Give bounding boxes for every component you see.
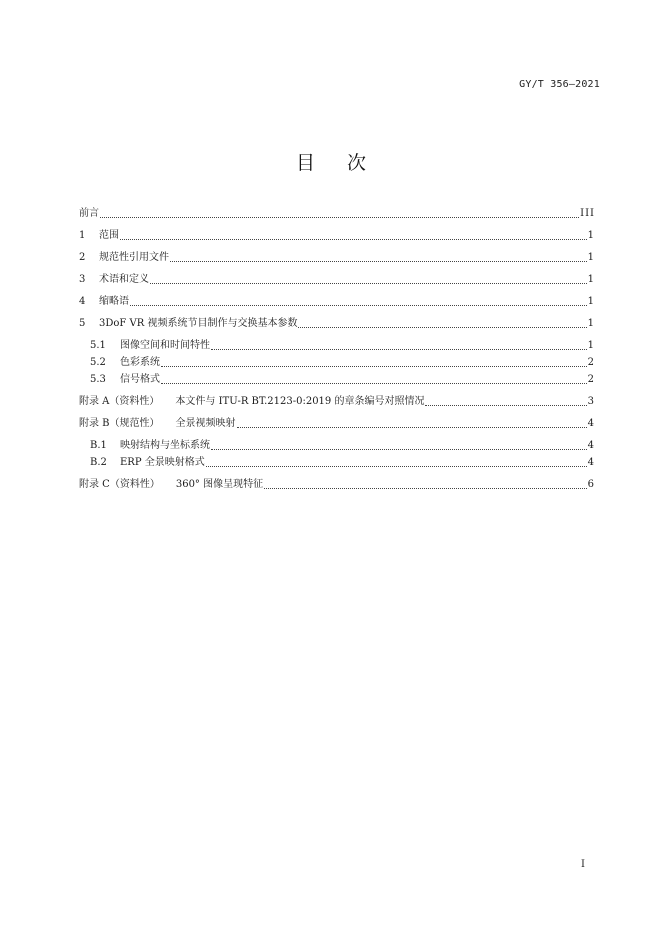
standard-code: GY/T 356—2021 (519, 79, 600, 90)
toc-entry-number: 附录 A（资料性） (79, 396, 160, 407)
toc-entry-label: B.2 ERP 全景映射格式 (90, 457, 205, 468)
toc-entry-b-2[interactable] (90, 454, 595, 470)
toc-entry-label: 附录 A（资料性） 本文件与 ITU-R BT.2123-0:2019 的章条编号对照情况 (79, 396, 425, 407)
toc-entry-label: 附录 C（资料性） 360° 图像呈现特征 (79, 479, 264, 490)
toc-entry-page: 1 (587, 296, 595, 307)
toc-entry-number: 附录 B（规范性） (79, 418, 160, 429)
toc-entry-number: 3 (79, 274, 86, 285)
toc-entry-5-3[interactable] (90, 371, 595, 387)
toc-entry-number: 5.2 (90, 357, 106, 368)
toc-entry-page: 2 (587, 374, 595, 385)
toc-entry-appendix-a[interactable] (79, 393, 595, 409)
toc-entry-label: 5.3 信号格式 (90, 374, 160, 385)
toc-entry-page: III (580, 208, 595, 219)
page-number: I (581, 859, 585, 870)
dot-leader (161, 382, 587, 384)
toc-entry-page: 4 (587, 440, 595, 451)
toc-entry-number: 4 (79, 296, 86, 307)
toc-entry-foreword[interactable] (79, 205, 595, 221)
toc-entry-page: 1 (587, 274, 595, 285)
toc-entry-label: 4 缩略语 (79, 296, 129, 307)
dot-leader (120, 238, 587, 240)
toc-entry-number: 1 (79, 230, 86, 241)
toc-entry-page: 3 (587, 396, 595, 407)
toc-entry-5[interactable] (79, 315, 595, 331)
toc-entry-1[interactable] (79, 227, 595, 243)
toc-entry-label: 2 规范性引用文件 (79, 252, 169, 263)
toc-entry-page: 1 (587, 318, 595, 329)
toc-entry-page: 1 (587, 230, 595, 241)
toc-entry-page: 4 (587, 457, 595, 468)
toc-entry-5-1[interactable] (90, 337, 595, 353)
dot-leader (211, 448, 587, 450)
toc-entry-page: 6 (587, 479, 595, 490)
toc-entry-appendix-c[interactable] (79, 476, 595, 492)
toc-entry-number: 附录 C（资料性） (79, 479, 160, 490)
toc-entry-number: 5.3 (90, 374, 106, 385)
dot-leader (161, 365, 587, 367)
toc-entry-page: 1 (587, 252, 595, 263)
dot-leader (237, 426, 587, 428)
toc-entry-label: 5.2 色彩系统 (90, 357, 160, 368)
toc-entry-2[interactable] (79, 249, 595, 265)
toc-entry-number: 5 (79, 318, 86, 329)
toc-entry-label: 3 术语和定义 (79, 274, 149, 285)
dot-leader (100, 216, 579, 218)
toc-entry-number: B.1 (90, 440, 107, 451)
toc-entry-label: 前言 (79, 208, 99, 219)
dot-leader (130, 304, 587, 306)
toc-entry-b-1[interactable] (90, 437, 595, 453)
toc-entry-label: 附录 B（规范性） 全景视频映射 (79, 418, 236, 429)
toc-entry-page: 1 (587, 340, 595, 351)
dot-leader (170, 260, 587, 262)
toc-entry-label: B.1 映射结构与坐标系统 (90, 440, 210, 451)
dot-leader (264, 487, 587, 489)
dot-leader (211, 348, 587, 350)
dot-leader (425, 404, 586, 406)
toc-entry-number: 2 (79, 252, 86, 263)
dot-leader (206, 465, 587, 467)
dot-leader (298, 326, 586, 328)
toc-entry-4[interactable] (79, 293, 595, 309)
toc-entry-page: 4 (587, 418, 595, 429)
toc-entry-3[interactable] (79, 271, 595, 287)
toc-entry-label: 5 3DoF VR 视频系统节目制作与交换基本参数 (79, 318, 298, 329)
toc-entry-number: B.2 (90, 457, 107, 468)
toc-entry-label: 1 范围 (79, 230, 119, 241)
toc-entry-page: 2 (587, 357, 595, 368)
toc-entry-appendix-b[interactable] (79, 415, 595, 431)
toc-entry-5-2[interactable] (90, 354, 595, 370)
dot-leader (150, 282, 587, 284)
toc-entry-label: 5.1 图像空间和时间特性 (90, 340, 210, 351)
page-title: 目次 (295, 152, 398, 174)
toc-entry-number: 5.1 (90, 340, 106, 351)
